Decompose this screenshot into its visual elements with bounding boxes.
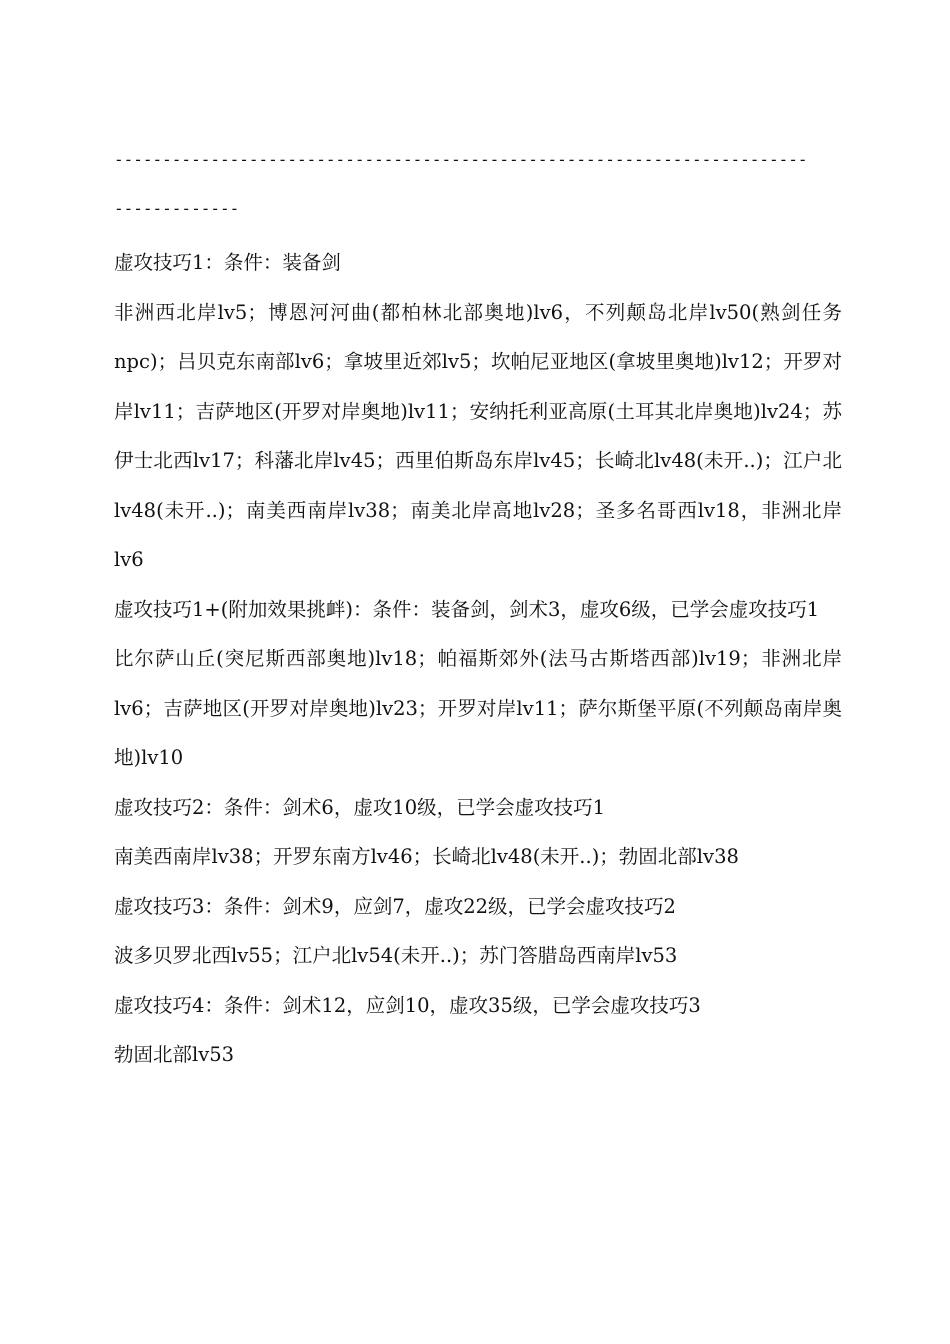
skill-heading: 虚攻技巧4：条件：剑术12，应剑10，虚攻35级，已学会虚攻技巧3 [114,993,701,1017]
location-list: 勃固北部lv53 [114,1043,235,1066]
location-list: 比尔萨山丘(突尼斯西部奥地)lv18；帕福斯郊外(法马古斯塔西部)lv19；非洲北岸lv6；吉萨地区(开罗对岸奥地)lv23；开罗对岸lv11；萨尔斯堡平原(不列颠岛南岸奥地)lv10 [114,647,842,769]
location-list: 非洲西北岸lv5；博恩河河曲(都柏林北部奥地)lv6，不列颠岛北岸lv50(熟剑任务npc)；吕贝克东南部lv6；拿坡里近郊lv5；坎帕尼亚地区(拿坡里奥地)lv12；开罗对岸lv11；吉萨地区(开罗对岸奥地)lv11；安纳托利亚高原(土耳其北岸奥地)lv24；苏伊士北西lv17；科藩北岸lv45；西里伯斯岛东岸lv45；长崎北lv48(未开..)；江户北lv48(未开..)；南美西南岸lv38；南美北岸高地lv28；圣多名哥西lv18，非洲北岸lv6 [114,300,842,571]
separator-line: ------------- [114,199,240,218]
skill-heading: 虚攻技巧1+(附加效果挑衅)：条件：装备剑，剑术3，虚攻6级，已学会虚攻技巧1 [114,597,820,621]
skill-heading: 虚攻技巧1：条件：装备剑 [114,251,341,274]
document-body [114,238,842,1080]
skill-heading: 虚攻技巧2：条件：剑术6，虚攻10级，已学会虚攻技巧1 [114,795,606,819]
location-list: 南美西南岸lv38；开罗东南方lv46；长崎北lv48(未开..)；勃固北部lv38 [114,845,739,868]
separator-line: ------------------------------------------------------------------------ [114,150,808,169]
skill-heading: 虚攻技巧3：条件：剑术9，应剑7，虚攻22级，已学会虚攻技巧2 [114,894,676,918]
location-list: 波多贝罗北西lv55；江户北lv54(未开..)；苏门答腊岛西南岸lv53 [114,944,678,967]
